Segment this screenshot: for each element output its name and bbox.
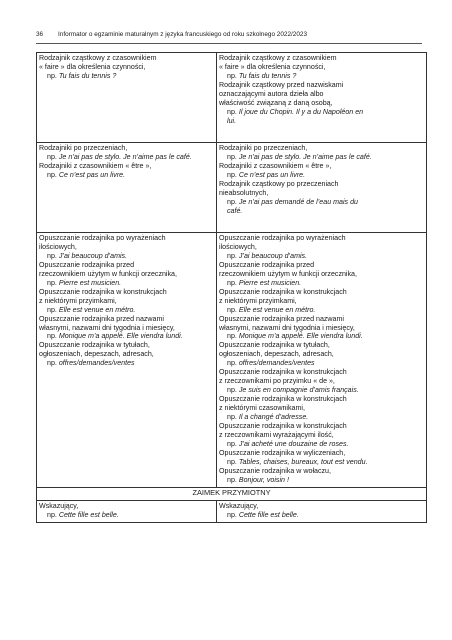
example-prefix: np.	[227, 510, 237, 519]
right-cell	[217, 500, 427, 522]
example-prefix: np.	[227, 475, 237, 484]
example-line	[219, 386, 424, 395]
french-example: Cette fille est belle.	[58, 510, 119, 519]
french-example: Pierre est musicien.	[58, 278, 122, 287]
example-line	[219, 458, 424, 467]
table-row	[37, 233, 427, 488]
text-line: z niektórymi przyimkami,	[39, 296, 117, 305]
example-prefix: np.	[47, 278, 57, 287]
french-example: Cette fille est belle.	[238, 510, 299, 519]
table-row	[37, 143, 427, 233]
header-rule	[36, 43, 422, 44]
text-line: Opuszczanie rodzajnika przed	[219, 260, 315, 269]
example-prefix: np.	[47, 305, 57, 314]
text-line: własnymi, nazwami dni tygodnia i miesięcy,	[39, 323, 175, 332]
text-line: Opuszczanie rodzajnika w tytułach,	[219, 341, 330, 350]
french-example: Monique m’a appelé. Elle viendra lundi.	[238, 332, 363, 341]
french-example: Monique m’a appelé. Elle viendra lundi.	[58, 332, 183, 341]
text-line: Opuszczanie rodzajnika przed	[39, 260, 135, 269]
text-line: Opuszczanie rodzajnika w wyliczeniach,	[219, 448, 346, 457]
text-line: ilościowych,	[219, 242, 257, 251]
example-prefix: np.	[227, 71, 237, 80]
left-cell	[37, 53, 217, 143]
french-example: Je n’ai pas de stylo. Je n’aime pas le café.	[58, 152, 192, 161]
text-line: Opuszczanie rodzajnika w wołaczu,	[219, 466, 331, 475]
example-prefix: np.	[47, 332, 57, 341]
example-line	[219, 108, 424, 117]
example-prefix: np.	[227, 305, 237, 314]
example-line	[219, 198, 424, 207]
example-line	[219, 413, 424, 422]
example-prefix: np.	[47, 152, 57, 161]
text-line: Opuszczanie rodzajnika przed nazwami	[39, 314, 164, 323]
french-example: J’ai acheté une douzaine de roses.	[238, 439, 349, 448]
text-line: Opuszczanie rodzajnika w konstrukcjach	[219, 368, 347, 377]
french-example: Tu fais du tennis ?	[58, 71, 117, 80]
text-line: z rzeczownikami wyrażającymi ilość,	[219, 430, 334, 439]
text-line: właściwość związaną z daną osobą,	[219, 98, 333, 107]
french-example: Je n’ai pas demandé de l’eau mais du	[238, 197, 358, 206]
french-example: offres/demandes/ventes	[238, 359, 315, 368]
example-prefix: np.	[227, 251, 237, 260]
french-example: Ce n’est pas un livre.	[238, 170, 306, 179]
example-line	[39, 279, 214, 288]
text-line: nieabsolutnych,	[219, 188, 269, 197]
example-line	[39, 359, 214, 368]
text-line: Opuszczanie rodzajnika w konstrukcjach	[219, 395, 347, 404]
example-line	[219, 476, 424, 485]
example-line	[219, 306, 424, 315]
text-line: Rodzajnik cząstkowy po przeczeniach	[219, 179, 339, 188]
french-example: café.	[227, 206, 243, 215]
text-line: Opuszczanie rodzajnika w konstrukcjach	[39, 287, 167, 296]
grammar-table	[36, 52, 427, 523]
right-cell	[217, 53, 427, 143]
example-prefix: np.	[227, 197, 237, 206]
example-prefix: np.	[227, 439, 237, 448]
french-example: Je suis en compagnie d’amis français.	[238, 386, 359, 395]
text-line: Opuszczanie rodzajnika przed nazwami	[219, 314, 344, 323]
text-line: Opuszczanie rodzajnika po wyrażeniach	[39, 234, 166, 242]
example-prefix: np.	[227, 107, 237, 116]
french-example: J’ai beaucoup d’amis.	[238, 251, 308, 260]
example-line	[219, 72, 424, 81]
right-cell	[217, 233, 427, 488]
header-title: Informator o egzaminie maturalnym z języka francuskiego od roku szkolnego 2022/2023	[58, 31, 308, 38]
french-example: Tables, chaises, bureaux, tout est vendu.	[238, 457, 368, 466]
right-cell	[217, 143, 427, 233]
text-line: Opuszczanie rodzajnika po wyrażeniach	[219, 234, 346, 242]
left-cell	[37, 233, 217, 488]
table-row	[37, 500, 427, 522]
section-row	[37, 487, 427, 500]
french-example: lui.	[227, 116, 237, 125]
example-prefix: np.	[227, 278, 237, 287]
text-line: ilościowych,	[39, 242, 77, 251]
french-example: Tu fais du tennis ?	[238, 71, 297, 80]
example-prefix: np.	[227, 152, 237, 161]
left-cell	[37, 143, 217, 233]
text-line: oznaczającymi autora dzieła albo	[219, 89, 324, 98]
left-cell	[37, 500, 217, 522]
example-line	[39, 72, 214, 81]
text-line: Rodzajniki z czasownikiem « être »,	[219, 161, 332, 170]
page-number: 36	[36, 31, 44, 38]
french-example: Je n’ai pas de stylo. Je n’aime pas le café.	[238, 152, 372, 161]
example-line	[39, 153, 214, 162]
text-line: Rodzajniki po przeczeniach,	[219, 144, 308, 152]
text-line: własnymi, nazwami dni tygodnia i miesięcy,	[219, 323, 355, 332]
example-line	[219, 359, 424, 368]
text-line: Wskazujący,	[219, 501, 259, 510]
page-header	[36, 29, 422, 41]
example-line	[219, 252, 424, 261]
text-line: z niektórymi czasownikami,	[219, 404, 305, 413]
text-line: Rodzajnik cząstkowy z czasownikiem	[219, 54, 337, 62]
french-example: Bonjour, voisin !	[238, 475, 289, 484]
text-line: rzeczownikiem użytym w funkcji orzecznika,	[219, 269, 357, 278]
example-line	[219, 153, 424, 162]
french-example: offres/demandes/ventes	[58, 359, 135, 368]
text-line: z rzeczownikami po przyimku « de »,	[219, 377, 335, 386]
section-heading: ZAIMEK PRZYMIOTNY	[37, 487, 427, 500]
french-example: Pierre est musicien.	[238, 278, 302, 287]
example-line	[219, 440, 424, 449]
example-line	[219, 171, 424, 180]
french-example: Il joue du Chopin. Il y a du Napoléon en	[238, 107, 364, 116]
text-line: Opuszczanie rodzajnika w konstrukcjach	[219, 287, 347, 296]
text-line: « faire » dla określenia czynności,	[39, 62, 146, 71]
table-row	[37, 53, 427, 143]
text-line: Rodzajniki z czasownikiem « être »,	[39, 161, 152, 170]
text-line: ogłoszeniach, depeszach, adresach,	[219, 350, 334, 359]
example-prefix: np.	[227, 359, 237, 368]
example-prefix: np.	[47, 71, 57, 80]
example-prefix: np.	[47, 359, 57, 368]
example-prefix: np.	[227, 170, 237, 179]
text-line: Wskazujący,	[39, 501, 79, 510]
example-continuation	[219, 207, 424, 216]
text-line: ogłoszeniach, depeszach, adresach,	[39, 350, 154, 359]
example-line	[39, 511, 214, 520]
example-line	[39, 171, 214, 180]
example-line	[219, 279, 424, 288]
french-example: J’ai beaucoup d’amis.	[58, 251, 128, 260]
example-prefix: np.	[227, 386, 237, 395]
example-line	[219, 332, 424, 341]
text-line: Rodzajniki po przeczeniach,	[39, 144, 128, 152]
french-example: Elle est venue en métro.	[58, 305, 136, 314]
example-prefix: np.	[47, 251, 57, 260]
example-continuation	[219, 117, 424, 126]
example-line	[39, 306, 214, 315]
text-line: Opuszczanie rodzajnika w konstrukcjach	[219, 422, 347, 431]
example-line	[39, 252, 214, 261]
french-example: Elle est venue en métro.	[238, 305, 316, 314]
text-line: Opuszczanie rodzajnika w tytułach,	[39, 341, 150, 350]
example-prefix: np.	[227, 332, 237, 341]
text-line: Rodzajnik cząstkowy przed nazwiskami	[219, 80, 344, 89]
example-line	[219, 511, 424, 520]
example-prefix: np.	[227, 457, 237, 466]
text-line: z niektórymi przyimkami,	[219, 296, 297, 305]
text-line: Rodzajnik cząstkowy z czasownikiem	[39, 54, 157, 62]
text-line: rzeczownikiem użytym w funkcji orzecznika,	[39, 269, 177, 278]
example-line	[39, 332, 214, 341]
text-line: « faire » dla określenia czynności,	[219, 62, 326, 71]
french-example: Il a changé d’adresse.	[238, 413, 309, 422]
example-prefix: np.	[227, 413, 237, 422]
example-prefix: np.	[47, 510, 57, 519]
french-example: Ce n’est pas un livre.	[58, 170, 126, 179]
example-prefix: np.	[47, 170, 57, 179]
